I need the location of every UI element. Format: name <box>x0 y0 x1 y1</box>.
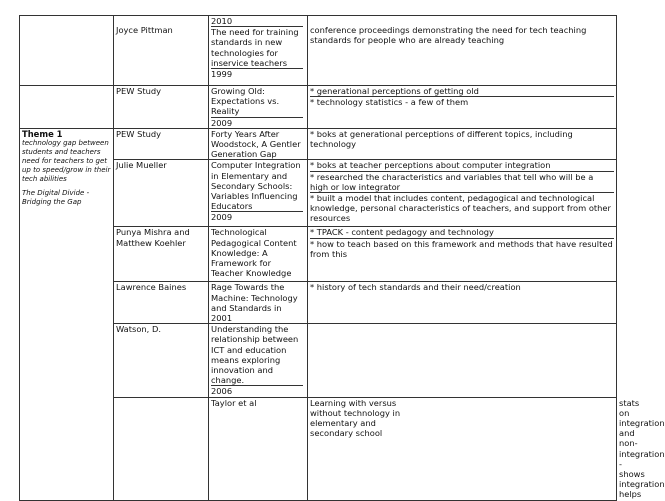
table-row: Taylor et al Learning with versus without technology in elementary and secondary school stats on integration and non-integration - shows integration helps <box>20 397 617 500</box>
title-line: in Elementary and <box>211 170 288 181</box>
year-label: 2010 <box>211 16 303 27</box>
title-line: Growing Old: <box>211 86 265 96</box>
title-line: Learning with versus <box>310 397 397 408</box>
author-cell: Taylor et al <box>209 397 308 500</box>
author-cell: PEW Study <box>114 128 209 160</box>
title-cell <box>209 324 308 397</box>
title-line: Knowledge: A <box>211 247 268 258</box>
title-line: change. <box>211 375 303 386</box>
title-line: The need for training <box>211 27 299 38</box>
note-text: * built a model that includes content, pedagogical and technological knowledge, personal characteristics of teachers, and support from other resources <box>310 193 611 224</box>
title-cell <box>209 16 308 86</box>
title-line: inservice teachers <box>211 58 303 69</box>
note-text: * how to teach based on this framework and methods that have resulted from this <box>310 238 613 259</box>
notes-cell: * boks at generational perceptions of different topics, including technology <box>308 128 617 160</box>
year-label: 1999 <box>211 69 233 80</box>
title-line: relationship between <box>211 334 299 345</box>
note-text: * boks at teacher perceptions about computer integration <box>310 160 614 171</box>
year-label: 2001 <box>211 313 233 324</box>
theme-line: technology gap between <box>22 139 109 148</box>
title-line: Computer Integration <box>211 160 301 171</box>
author-cell: Lawrence Baines <box>114 282 209 324</box>
title-cell <box>209 282 308 324</box>
theme-title: Theme 1 <box>22 128 63 139</box>
title-cell <box>209 160 308 227</box>
theme-line: tech abilities <box>22 175 67 184</box>
note-text: * generational perceptions of getting old <box>310 86 614 97</box>
theme-cell-empty <box>20 86 114 129</box>
title-line: Educators <box>211 201 303 212</box>
title-line: secondary school <box>310 428 383 439</box>
notes-cell <box>308 160 617 227</box>
note-text: * researched the characteristics and variables that tell who will be a high or low integrator <box>310 172 614 193</box>
theme-line: up to speed/grow in their <box>22 166 111 175</box>
year-label: 2009 <box>211 212 233 223</box>
notes-cell <box>308 16 617 86</box>
title-line: Generation Gap <box>211 149 277 160</box>
theme-line: need for teachers to get <box>22 157 107 166</box>
author-cell: Julie Mueller <box>114 160 209 227</box>
title-line: Expectations vs. <box>211 96 280 107</box>
title-line: Forty Years After <box>211 128 280 139</box>
year-label: 2009 <box>211 117 233 128</box>
title-line: ICT and education <box>211 344 287 355</box>
note-text: * technology statistics - a few of them <box>310 97 469 108</box>
table-row <box>20 86 617 129</box>
title-line: Teacher Knowledge <box>211 268 292 279</box>
literature-table <box>19 15 665 501</box>
note-text: conference proceedings demonstrating the need for tech teaching standards for people who are already teaching <box>310 25 587 46</box>
title-cell <box>308 397 617 500</box>
title-line: Reality <box>211 106 303 117</box>
title-line: Pedagogical Content <box>211 237 297 248</box>
title-line: innovation and <box>211 365 274 376</box>
title-line: without technology in <box>310 407 401 418</box>
title-line: Secondary Schools: <box>211 180 293 191</box>
theme-subtitle-line: The Digital Divide - <box>22 189 90 198</box>
title-line: elementary and <box>310 418 376 429</box>
title-line: Understanding the <box>211 324 289 335</box>
title-line: technologies for <box>211 47 278 58</box>
notes-cell: * history of tech standards and their need/creation <box>308 282 617 324</box>
theme-subtitle-line: Bridging the Gap <box>22 198 82 207</box>
notes-cell <box>308 324 617 397</box>
title-line: Woodstock, A Gentler <box>211 139 301 150</box>
title-cell <box>209 227 308 282</box>
title-line: Variables Influencing <box>211 191 298 202</box>
theme-cell <box>20 128 114 500</box>
note-text: * TPACK - content pedagogy and technology <box>310 227 614 238</box>
author-cell: PEW Study <box>114 86 209 129</box>
theme-cell-empty <box>114 397 209 500</box>
author-cell: Punya Mishra and Matthew Koehler <box>114 227 209 282</box>
title-line: Framework for <box>211 258 271 269</box>
title-line: means exploring <box>211 354 281 365</box>
title-line: Machine: Technology <box>211 292 298 303</box>
title-line: standards in new <box>211 37 283 48</box>
title-cell <box>209 86 308 129</box>
year-label: 2006 <box>211 386 233 397</box>
author-cell: Watson, D. <box>114 324 209 397</box>
title-cell <box>209 128 308 160</box>
author-cell: Joyce Pittman <box>114 16 209 86</box>
title-line: Technological <box>211 227 267 238</box>
title-line: Rage Towards the <box>211 282 285 293</box>
table-row <box>20 16 617 86</box>
theme-cell-empty <box>20 16 114 86</box>
title-line: and Standards in <box>211 302 282 313</box>
notes-cell <box>308 86 617 129</box>
notes-cell <box>308 227 617 282</box>
table-row <box>20 128 617 160</box>
theme-line: students and teachers <box>22 148 101 157</box>
